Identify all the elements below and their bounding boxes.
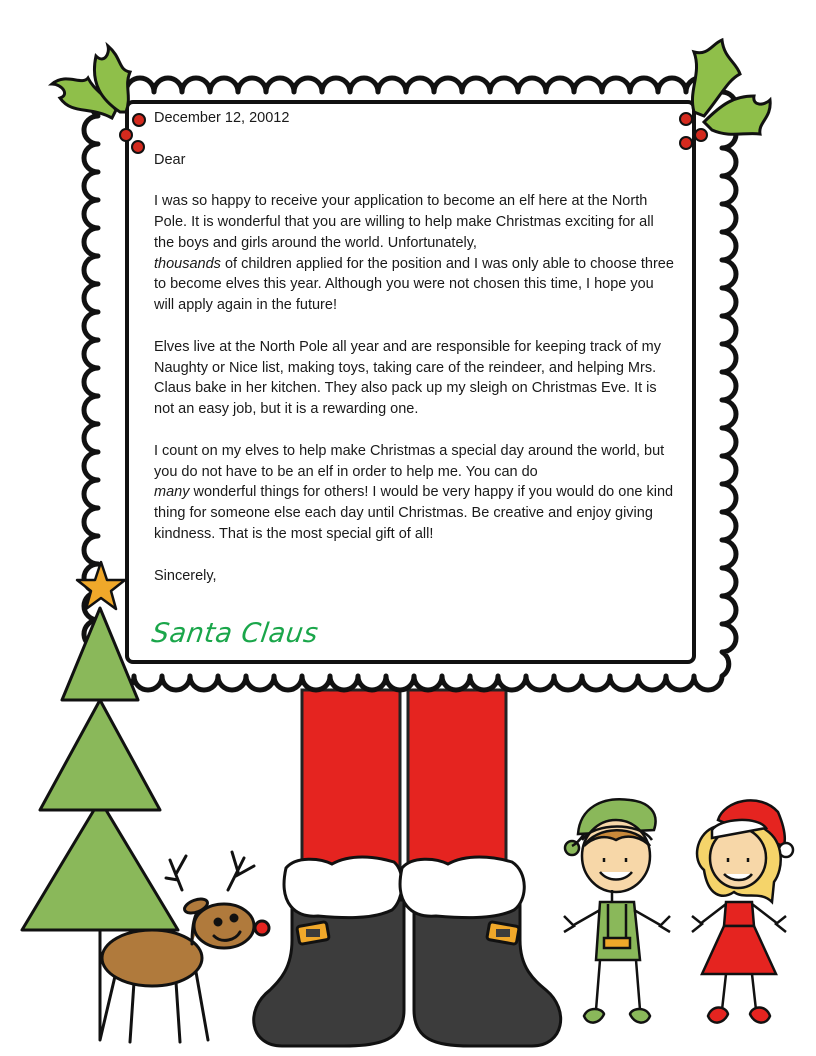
letter-paragraph-1: I was so happy to receive your application to become an elf here at the North Pole. It is wonderful that you are willing to help make Christmas exciting for all the boys and girls around the world. Unfortunately, thousands of children applied for the position and I was only able to choose three to become elves this year. Although you were not chosen this time, I hope you will apply again in the future! — [154, 193, 674, 314]
emphasis-many: many — [154, 484, 190, 501]
letter-body — [154, 108, 674, 607]
letter-closing: Sincerely, — [154, 567, 217, 584]
santa-signature: Santa Claus — [149, 618, 321, 649]
emphasis-thousands: thousands — [154, 255, 221, 272]
left-cuff — [284, 857, 402, 918]
letter-date: December 12, 20012 — [154, 110, 290, 126]
girl-elf-icon — [692, 800, 793, 1022]
santa-legs — [302, 690, 506, 870]
boy-elf-icon — [564, 799, 670, 1022]
letter-salutation: Dear — [154, 151, 186, 168]
letter-paragraph-3: I count on my elves to help make Christmas a special day around the world, but you do not have to be an elf in order to help me. You can do many wonderful things for others! I would be very happy if you would do one kind thing for someone else each day until Christmas. Be creative and enjoy giving kindness. That is the most special gift of all! — [154, 442, 674, 542]
santa-boots — [254, 857, 561, 1046]
left-boot-icon — [254, 900, 404, 1046]
right-leg — [408, 690, 506, 870]
right-boot-icon — [414, 900, 561, 1046]
right-cuff — [400, 857, 524, 918]
letter-paragraph-2: Elves live at the North Pole all year and are responsible for keeping track of my Naughty or Nice list, making toys, taking care of the reindeer, and helping Mrs. Claus bake in her kitchen. They also pack up my sleigh on Christmas Eve. It is not an easy job, but it is a rewarding one. — [154, 338, 661, 418]
left-leg — [302, 690, 400, 870]
